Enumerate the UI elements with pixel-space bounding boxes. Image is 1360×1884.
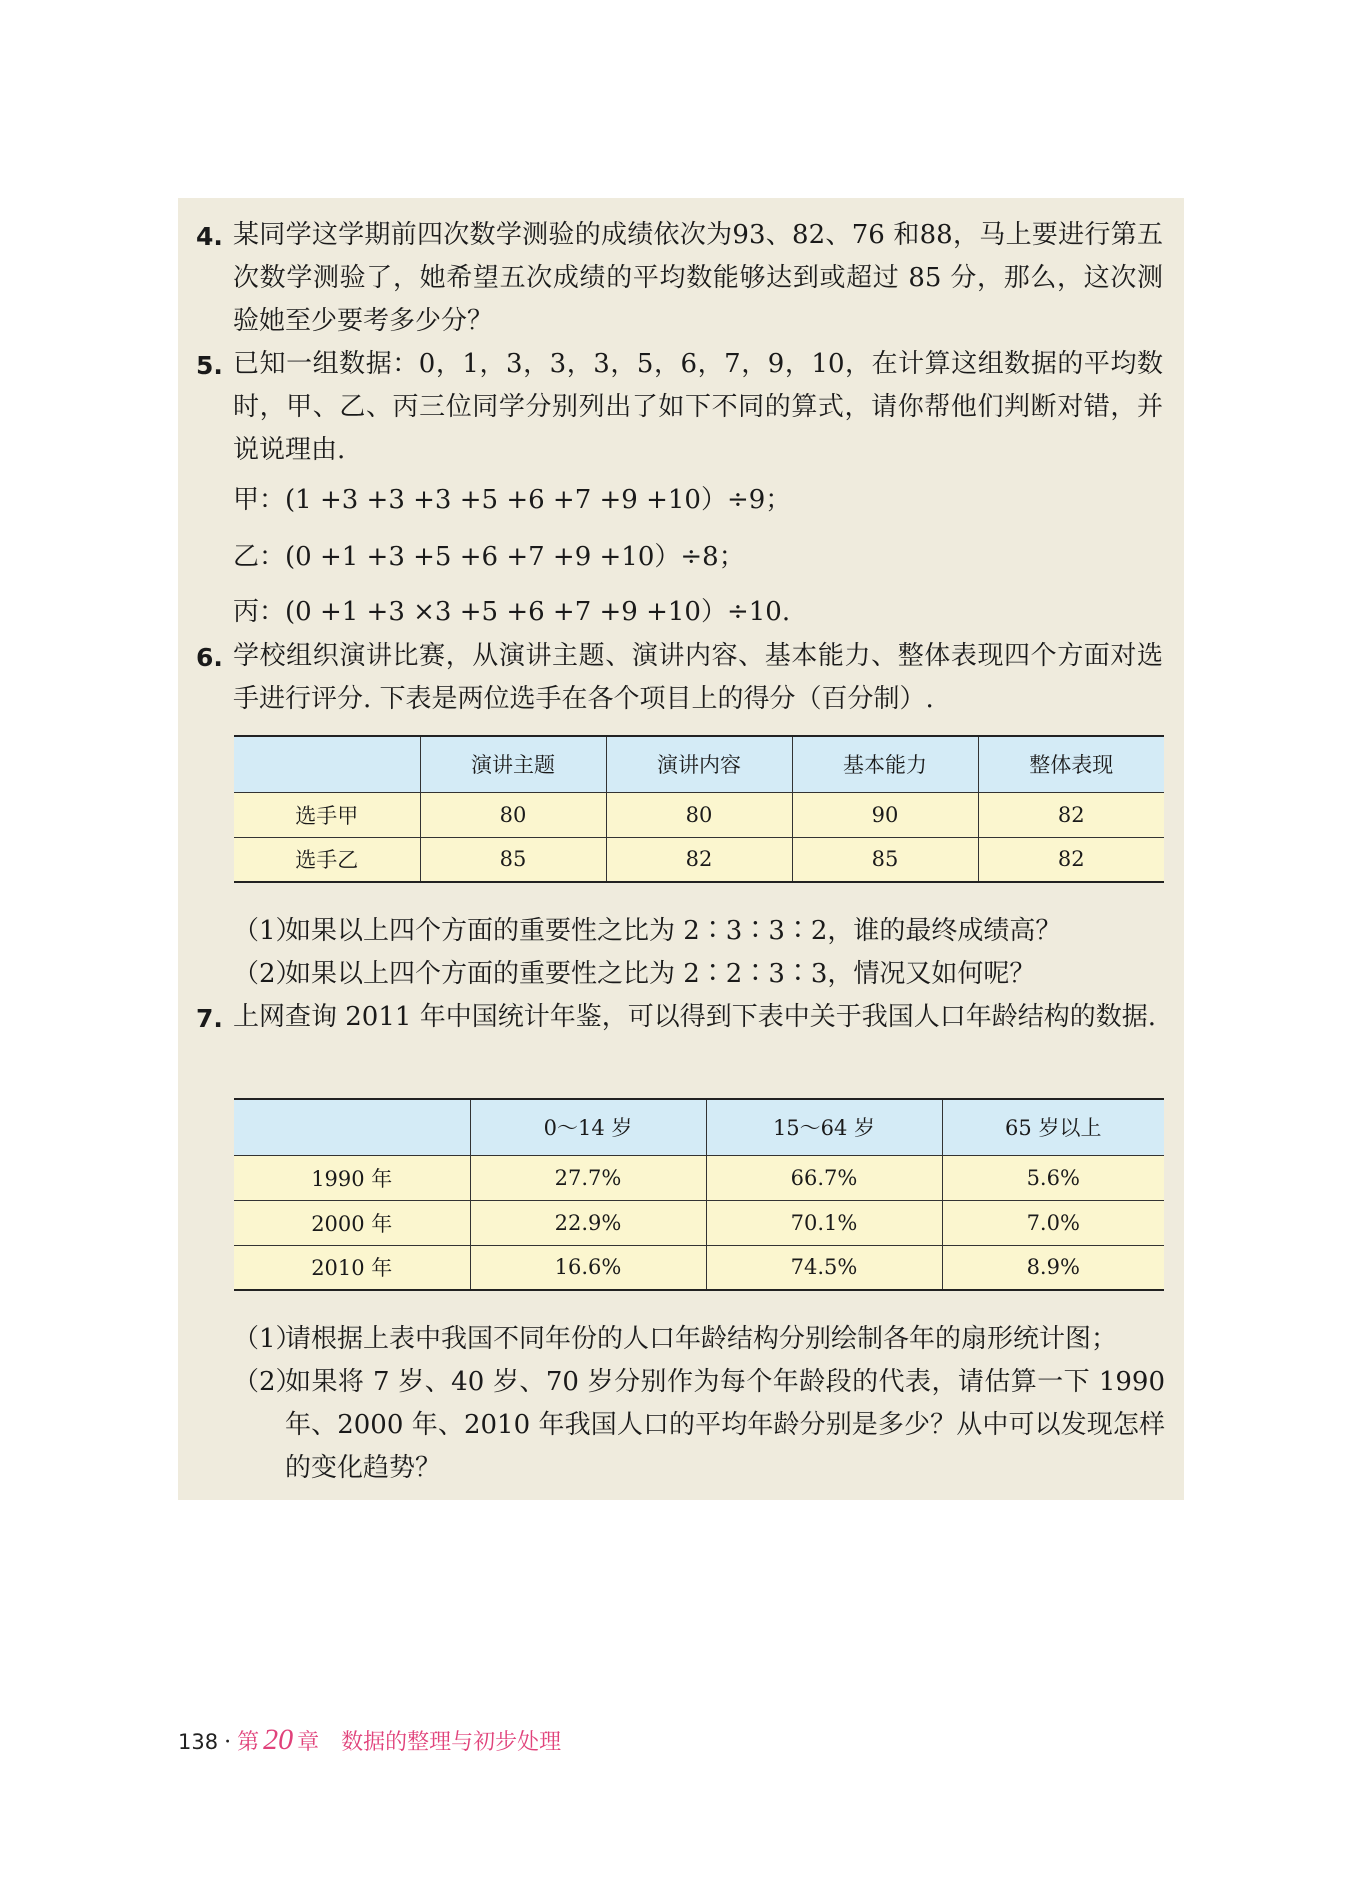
formula-yi: 乙：(0 +1 +3 +5 +6 +7 +9 +10）÷8； (233, 542, 745, 572)
table-cell: 2010 年 (234, 1245, 470, 1290)
subquestion-text: 如果以上四个方面的重要性之比为 2∶2∶3∶3，情况又如何呢？ (285, 959, 1036, 989)
table-cell: 选手乙 (234, 837, 420, 882)
table-cell: 27.7% (470, 1155, 706, 1200)
table-cell: 8.9% (942, 1245, 1164, 1290)
subquestion-6-1 (233, 910, 1062, 953)
subquestion-text: 请根据上表中我国不同年份的人口年龄结构分别绘制各年的扇形统计图； (285, 1324, 1118, 1354)
subquestion-7-1 (233, 1318, 1118, 1361)
subquestion-label: （2） (233, 1367, 302, 1397)
problem-text: 学校组织演讲比赛，从演讲主题、演讲内容、基本能力、整体表现四个方面对选手进行评分. 下表是两位选手在各个项目上的得分（百分制）. (233, 641, 1163, 714)
subquestion-label: （1） (233, 1324, 302, 1354)
table-cell: 选手甲 (234, 792, 420, 837)
chapter-suffix: 章 (297, 1730, 320, 1755)
population-table (234, 1098, 1164, 1291)
table-row (234, 1245, 1164, 1290)
table-cell: 1990 年 (234, 1155, 470, 1200)
problem-number: 6. (196, 643, 223, 672)
table-header-cell (234, 736, 420, 792)
scores-table (234, 735, 1164, 883)
table-header-cell: 0～14 岁 (470, 1099, 706, 1155)
subquestion-label: （2） (233, 959, 302, 989)
chapter-number: 20 (263, 1723, 294, 1756)
table-header-cell: 基本能力 (792, 736, 978, 792)
table-header-cell (234, 1099, 470, 1155)
table-cell: 22.9% (470, 1200, 706, 1245)
subquestion-7-2 (233, 1361, 1165, 1483)
table-cell: 85 (792, 837, 978, 882)
formula-jia: 甲：(1 +3 +3 +3 +5 +6 +7 +9 +10）÷9； (233, 485, 792, 515)
subquestion-text: 如果以上四个方面的重要性之比为 2∶3∶3∶2，谁的最终成绩高？ (285, 916, 1062, 946)
table-cell: 2000 年 (234, 1200, 470, 1245)
table-cell: 90 (792, 792, 978, 837)
chapter-prefix: 第 (237, 1730, 260, 1755)
table-row (234, 1200, 1164, 1245)
subquestion-6-2 (233, 953, 1036, 996)
exercise-panel (178, 198, 1184, 1500)
table-cell: 5.6% (942, 1155, 1164, 1200)
problem-number: 5. (196, 351, 223, 380)
table-cell: 82 (978, 792, 1164, 837)
table-header-row (234, 736, 1164, 792)
formula-bing: 丙：(0 +1 +3 ×3 +5 +6 +7 +9 +10）÷10. (233, 597, 791, 627)
problem-text: 上网查询 2011 年中国统计年鉴，可以得到下表中关于我国人口年龄结构的数据. (233, 1002, 1156, 1032)
table-header-cell: 演讲主题 (420, 736, 606, 792)
table-cell: 16.6% (470, 1245, 706, 1290)
table-header-cell: 整体表现 (978, 736, 1164, 792)
problem-number: 7. (196, 1004, 223, 1033)
problem-text: 已知一组数据：0，1，3，3，3，5，6，7，9，10，在计算这组数据的平均数时，甲、乙、丙三位同学分别列出了如下不同的算式，请你帮他们判断对错，并说说理由. (233, 349, 1163, 465)
table-row (234, 837, 1164, 882)
table-row (234, 792, 1164, 837)
table-cell: 85 (420, 837, 606, 882)
problem-number: 4. (196, 222, 223, 251)
table-cell: 70.1% (706, 1200, 942, 1245)
table-header-cell: 65 岁以上 (942, 1099, 1164, 1155)
subquestion-label: （1） (233, 916, 302, 946)
table-cell: 80 (420, 792, 606, 837)
table-header-row (234, 1099, 1164, 1155)
table-cell: 82 (606, 837, 792, 882)
table-row (234, 1155, 1164, 1200)
table-cell: 74.5% (706, 1245, 942, 1290)
chapter-title: 数据的整理与初步处理 (341, 1730, 562, 1755)
problem-text: 某同学这学期前四次数学测验的成绩依次为93、82、76 和88，马上要进行第五次数学测验了，她希望五次成绩的平均数能够达到或超过 85 分，那么，这次测验她至少要考多少分？ (233, 220, 1163, 336)
subquestion-text: 如果将 7 岁、40 岁、70 岁分别作为每个年龄段的代表，请估算一下 1990 年、2000 年、2010 年我国人口的平均年龄分别是多少？从中可以发现怎样的变化趋势？ (285, 1367, 1165, 1483)
page-number: 138 (178, 1730, 219, 1754)
table-header-cell: 15～64 岁 (706, 1099, 942, 1155)
footer-separator: · (224, 1730, 232, 1755)
table-header-cell: 演讲内容 (606, 736, 792, 792)
table-cell: 80 (606, 792, 792, 837)
table-cell: 7.0% (942, 1200, 1164, 1245)
table-cell: 82 (978, 837, 1164, 882)
page-footer (178, 1723, 561, 1757)
table-cell: 66.7% (706, 1155, 942, 1200)
